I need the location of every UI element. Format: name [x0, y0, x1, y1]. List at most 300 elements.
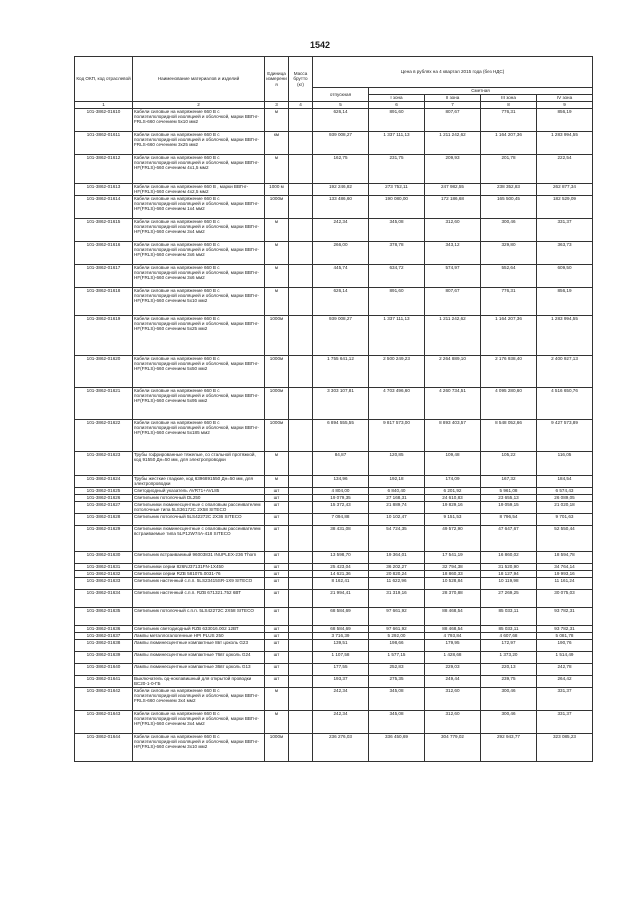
- price-zone2: 1 211 242,62: [425, 132, 481, 155]
- price-zone2: 10 528,84: [425, 578, 481, 590]
- price-zone4: 264,42: [537, 676, 593, 688]
- price-zone3: 5 961,08: [481, 488, 537, 495]
- price-zone2: 9 151,53: [425, 514, 481, 526]
- price-zone4: 4 516 650,76: [537, 388, 593, 420]
- item-mass: [289, 452, 313, 476]
- price-zone4: 1 283 994,55: [537, 316, 593, 356]
- price-zone3: 552,64: [481, 265, 537, 288]
- price-zone2: 49 572,90: [425, 526, 481, 552]
- item-mass: [289, 514, 313, 526]
- item-unit: 1000м: [265, 734, 289, 762]
- price-release: 626,14: [313, 288, 369, 316]
- table-row: [75, 356, 593, 388]
- price-zone3: 47 647,67: [481, 526, 537, 552]
- price-zone4: 5 081,78: [537, 633, 593, 640]
- price-release: 242,34: [313, 688, 369, 711]
- price-release: 13 598,70: [313, 552, 369, 564]
- price-release: 14 621,36: [313, 571, 369, 578]
- item-code: 101-3862-01639: [75, 652, 133, 664]
- price-zone2: 179,95: [425, 640, 481, 652]
- price-zone4: 9 427 573,89: [537, 420, 593, 452]
- item-mass: [289, 420, 313, 452]
- price-zone3: 1 373,20: [481, 652, 537, 664]
- table-row: [75, 196, 593, 219]
- price-zone2: 312,60: [425, 688, 481, 711]
- item-mass: [289, 388, 313, 420]
- price-zone2: 172 186,68: [425, 196, 481, 219]
- price-release: 242,34: [313, 711, 369, 734]
- item-code: 101-3862-01623: [75, 452, 133, 476]
- price-zone2: 2 264 889,10: [425, 356, 481, 388]
- table-row: [75, 578, 593, 590]
- item-code: 101-3862-01616: [75, 242, 133, 265]
- item-name: Лампы люминесцентные компактные 36вт цоколь G13: [133, 664, 265, 676]
- item-mass: [289, 571, 313, 578]
- table-row: [75, 219, 593, 242]
- price-zone2: 1 428,68: [425, 652, 481, 664]
- price-zone4: 856,19: [537, 109, 593, 132]
- header-name: Наименование материалов и изделий: [133, 57, 265, 102]
- item-unit: м: [265, 711, 289, 734]
- header-price-title: Цена в рублях на 4 квартал 2015 года (без НДС): [313, 57, 593, 88]
- table-row: [75, 476, 593, 488]
- item-name: Кабели силовые на напряжение 660 В с полиэтилхлоридной изоляцией и оболочкой, марки ВВГнг-HF(FRLS)-660 сечением 5х50 мм2: [133, 356, 265, 388]
- item-unit: шт: [265, 571, 289, 578]
- item-name: Трубы жесткие гладкие, код 6396891550 Дн=50 мм, для электропроводки: [133, 476, 265, 488]
- item-mass: [289, 633, 313, 640]
- item-code: 101-3862-01644: [75, 734, 133, 762]
- price-zone4: 222,54: [537, 155, 593, 184]
- item-unit: шт: [265, 633, 289, 640]
- col-number: 2: [133, 102, 265, 109]
- item-unit: шт: [265, 652, 289, 664]
- price-zone2: 574,97: [425, 265, 481, 288]
- price-zone4: 52 550,44: [537, 526, 593, 552]
- price-zone3: 165 500,45: [481, 196, 537, 219]
- item-mass: [289, 155, 313, 184]
- price-zone1: 2 500 249,23: [369, 356, 425, 388]
- price-zone1: 252,83: [369, 664, 425, 676]
- price-zone1: 9 817 573,00: [369, 420, 425, 452]
- item-mass: [289, 626, 313, 633]
- price-release: 21 994,41: [313, 590, 369, 608]
- price-zone4: 856,19: [537, 288, 593, 316]
- table-row: [75, 734, 593, 762]
- price-zone1: 19 364,01: [369, 552, 425, 564]
- item-mass: [289, 288, 313, 316]
- item-unit: шт: [265, 608, 289, 626]
- price-zone3: 300,46: [481, 219, 537, 242]
- item-code: 101-3862-01630: [75, 552, 133, 564]
- item-code: 101-3862-01642: [75, 688, 133, 711]
- item-unit: м: [265, 452, 289, 476]
- price-zone3: 292 943,77: [481, 734, 537, 762]
- header-release: отпускная: [313, 88, 369, 102]
- item-unit: м: [265, 109, 289, 132]
- price-zone1: 4 703 496,60: [369, 388, 425, 420]
- price-table: [74, 56, 593, 762]
- item-name: Кабели силовые на напряжение 660 В с полиэтилхлоридной изоляцией и оболочкой, марки ВВГнг-HF(FRLS)-660 сечением 3х10 мм2: [133, 734, 265, 762]
- item-name: Кабели силовые на напряжение 660 В , марки ВВГнг-HF(FRLS)-660 сечением 4х2,5 мм2: [133, 184, 265, 196]
- item-mass: [289, 688, 313, 711]
- price-zone4: 331,37: [537, 219, 593, 242]
- price-zone1: 27 168,31: [369, 495, 425, 502]
- header-unit: Единица измерения: [265, 57, 289, 102]
- item-unit: шт: [265, 514, 289, 526]
- price-zone1: 378,78: [369, 242, 425, 265]
- price-zone4: 1 283 994,55: [537, 132, 593, 155]
- item-code: 101-3862-01620: [75, 356, 133, 388]
- price-zone3: 238 352,83: [481, 184, 537, 196]
- price-zone2: 807,67: [425, 288, 481, 316]
- item-mass: [289, 652, 313, 664]
- item-code: 101-3862-01619: [75, 316, 133, 356]
- item-unit: м: [265, 265, 289, 288]
- item-name: Кабели силовые на напряжение 660 В с полиэтилхлоридной изоляцией и оболочкой, марки ВВГнг-HF(FRLS)-660 сечением 4х1,5 мм2: [133, 155, 265, 184]
- price-zone3: 201,78: [481, 155, 537, 184]
- item-name: Кабели силовые на напряжение 660 В с полиэтилхлоридной изоляцией и оболочкой, марки ВВГнг-FRLS-660 сечением 3х25 мм2: [133, 132, 265, 155]
- item-unit: 1000м: [265, 356, 289, 388]
- price-release: 192 246,82: [313, 184, 369, 196]
- item-code: 101-3862-01628: [75, 514, 133, 526]
- price-zone2: 18 860,33: [425, 571, 481, 578]
- price-zone2: 28 370,88: [425, 590, 481, 608]
- item-code: 101-3862-01618: [75, 288, 133, 316]
- item-name: Светильники серии RZB 581075.0031-76: [133, 571, 265, 578]
- price-zone2: 807,67: [425, 109, 481, 132]
- header-code: Код ОКП, код отраслевой: [75, 57, 133, 102]
- price-zone4: 262 877,34: [537, 184, 593, 196]
- price-zone2: 1 211 242,62: [425, 316, 481, 356]
- item-mass: [289, 488, 313, 495]
- item-unit: 1000м: [265, 388, 289, 420]
- item-code: 101-3862-01615: [75, 219, 133, 242]
- item-mass: [289, 608, 313, 626]
- price-release: 177,55: [313, 664, 369, 676]
- item-name: Кабели силовые на напряжение 660 В с полиэтилхлоридной изоляцией и оболочкой, марки ВВГнг-HF(FRLS)-660 сечением 3х6 мм2: [133, 265, 265, 288]
- price-zone2: 312,60: [425, 711, 481, 734]
- price-release: 6 894 555,55: [313, 420, 369, 452]
- item-code: 101-3862-01627: [75, 502, 133, 514]
- price-zone2: 8 893 403,57: [425, 420, 481, 452]
- price-zone1: 11 622,96: [369, 578, 425, 590]
- item-mass: [289, 564, 313, 571]
- item-unit: шт: [265, 578, 289, 590]
- price-zone1: 198,66: [369, 640, 425, 652]
- item-unit: 1000м: [265, 196, 289, 219]
- col-number: 9: [537, 102, 593, 109]
- table-row: [75, 552, 593, 564]
- price-release: 19 079,35: [313, 495, 369, 502]
- price-zone1: 345,08: [369, 219, 425, 242]
- price-zone3: 776,31: [481, 288, 537, 316]
- price-zone1: 1 577,15: [369, 652, 425, 664]
- item-mass: [289, 664, 313, 676]
- table-row: [75, 316, 593, 356]
- price-zone1: 345,08: [369, 711, 425, 734]
- header-zone2: II зона: [425, 95, 481, 102]
- table-row: [75, 184, 593, 196]
- item-unit: 1000м: [265, 316, 289, 356]
- header-estimate: Сметная: [369, 88, 593, 95]
- price-release: 25 423,04: [313, 564, 369, 571]
- price-zone4: 6 574,43: [537, 488, 593, 495]
- price-zone1: 10 102,47: [369, 514, 425, 526]
- table-row: [75, 590, 593, 608]
- price-release: 445,74: [313, 265, 369, 288]
- item-name: Лампы люминесцентные компактные 76вт цоколь G24: [133, 652, 265, 664]
- table-row: [75, 155, 593, 184]
- item-name: Выключатель од-ноклавишный для открытой проводки ВС20-1-0-ГБ: [133, 676, 265, 688]
- item-unit: км: [265, 132, 289, 155]
- price-zone4: 2 400 927,13: [537, 356, 593, 388]
- price-zone2: 32 794,38: [425, 564, 481, 571]
- item-name: Кабели силовые на напряжение 660 В с полиэтилхлоридной изоляцией и оболочкой, марки ВВГнг-HF(FRLS)-660 сечением 5х25 мм2: [133, 316, 265, 356]
- price-zone4: 323 085,23: [537, 734, 593, 762]
- item-name: Кабели силовые на напряжение 660 В с полиэтилхлоридной изоляцией и оболочкой, марки ВВГнг-HF(FRLS)-660 сечением 5х95 мм2: [133, 388, 265, 420]
- item-name: Кабели силовые на напряжение 660 В с полиэтилхлоридной изоляцией и оболочкой, марки ВВГнг-HF(FRLS)-660 сечением 3х6 мм2: [133, 242, 265, 265]
- price-zone4: 26 089,05: [537, 495, 593, 502]
- price-zone1: 20 820,24: [369, 571, 425, 578]
- price-zone4: 363,73: [537, 242, 593, 265]
- price-zone1: 891,60: [369, 109, 425, 132]
- price-zone1: 97 661,92: [369, 626, 425, 633]
- price-zone2: 88 468,54: [425, 626, 481, 633]
- price-zone3: 300,46: [481, 688, 537, 711]
- item-unit: м: [265, 219, 289, 242]
- header-zone4: IV зона: [537, 95, 593, 102]
- price-zone4: 19 993,16: [537, 571, 593, 578]
- item-mass: [289, 109, 313, 132]
- item-unit: м: [265, 476, 289, 488]
- price-zone1: 891,60: [369, 288, 425, 316]
- table-row: [75, 640, 593, 652]
- price-zone3: 8 796,54: [481, 514, 537, 526]
- price-zone4: 182 529,09: [537, 196, 593, 219]
- price-release: 193,37: [313, 676, 369, 688]
- item-unit: шт: [265, 552, 289, 564]
- item-mass: [289, 184, 313, 196]
- price-zone3: 4 607,68: [481, 633, 537, 640]
- item-mass: [289, 242, 313, 265]
- item-name: Кабели силовые на напряжение 660 В с полиэтилхлоридной изоляцией и оболочкой, марки ВВГнг-HF(FRLS)-660 сечением 1х4 мм2: [133, 196, 265, 219]
- item-unit: м: [265, 288, 289, 316]
- table-row: [75, 514, 593, 526]
- item-name: Светильники серии 826NJ37131FN-1Х450: [133, 564, 265, 571]
- price-zone4: 116,05: [537, 452, 593, 476]
- price-zone1: 31 319,16: [369, 590, 425, 608]
- item-mass: [289, 356, 313, 388]
- table-row: [75, 288, 593, 316]
- item-mass: [289, 578, 313, 590]
- item-code: 101-3862-01632: [75, 571, 133, 578]
- header-zone3: III зона: [481, 95, 537, 102]
- item-code: 101-3862-01641: [75, 676, 133, 688]
- price-zone3: 85 033,11: [481, 626, 537, 633]
- price-zone1: 336 450,69: [369, 734, 425, 762]
- price-release: 4 804,00: [313, 488, 369, 495]
- price-zone2: 24 610,83: [425, 495, 481, 502]
- table-row: [75, 109, 593, 132]
- item-code: 101-3862-01621: [75, 388, 133, 420]
- price-zone2: 109,48: [425, 452, 481, 476]
- table-row: [75, 676, 593, 688]
- table-row: [75, 265, 593, 288]
- price-zone4: 1 514,49: [537, 652, 593, 664]
- item-mass: [289, 734, 313, 762]
- price-release: 133 486,60: [313, 196, 369, 219]
- price-zone4: 609,50: [537, 265, 593, 288]
- price-zone4: 93 782,31: [537, 626, 593, 633]
- price-zone4: 331,37: [537, 711, 593, 734]
- item-code: 101-3862-01613: [75, 184, 133, 196]
- table-row: [75, 571, 593, 578]
- price-zone2: 174,09: [425, 476, 481, 488]
- item-name: Лампы люминесцентные компактные 8вт цоколь G23: [133, 640, 265, 652]
- price-zone3: 105,22: [481, 452, 537, 476]
- price-zone1: 54 724,35: [369, 526, 425, 552]
- price-zone2: 312,60: [425, 219, 481, 242]
- price-release: 3 303 107,81: [313, 388, 369, 420]
- price-zone2: 4 260 734,51: [425, 388, 481, 420]
- price-zone3: 1 164 207,36: [481, 316, 537, 356]
- col-number: 1: [75, 102, 133, 109]
- table-row: [75, 564, 593, 571]
- table-row: [75, 633, 593, 640]
- price-release: 242,34: [313, 219, 369, 242]
- price-release: 626,14: [313, 109, 369, 132]
- price-zone4: 34 764,14: [537, 564, 593, 571]
- price-zone1: 231,75: [369, 155, 425, 184]
- table-body: [75, 109, 593, 762]
- item-unit: шт: [265, 626, 289, 633]
- price-release: 1 755 641,12: [313, 356, 369, 388]
- price-zone3: 23 655,13: [481, 495, 537, 502]
- item-code: 101-3862-01614: [75, 196, 133, 219]
- col-number: 4: [289, 102, 313, 109]
- table-row: [75, 495, 593, 502]
- price-release: 266,00: [313, 242, 369, 265]
- item-name: Светильник настенный с.п.п. 5LS23415SR-1Х9 SITECO: [133, 578, 265, 590]
- table-row: [75, 388, 593, 420]
- price-zone4: 18 594,78: [537, 552, 593, 564]
- price-zone3: 10 119,98: [481, 578, 537, 590]
- item-mass: [289, 316, 313, 356]
- table-row: [75, 452, 593, 476]
- col-number: 3: [265, 102, 289, 109]
- price-zone1: 5 292,00: [369, 633, 425, 640]
- col-number: 8: [481, 102, 537, 109]
- price-zone2: 88 468,54: [425, 608, 481, 626]
- price-zone3: 2 176 938,40: [481, 356, 537, 388]
- table-row: [75, 132, 593, 155]
- item-unit: м: [265, 155, 289, 184]
- item-unit: шт: [265, 564, 289, 571]
- price-zone4: 93 782,31: [537, 608, 593, 626]
- item-mass: [289, 219, 313, 242]
- price-release: 134,96: [313, 476, 369, 488]
- item-code: 101-3862-01625: [75, 488, 133, 495]
- table-row: [75, 711, 593, 734]
- price-zone4: 331,37: [537, 688, 593, 711]
- price-zone1: 120,85: [369, 452, 425, 476]
- item-name: Светильник потолочный DL250: [133, 495, 265, 502]
- item-code: 101-3862-01635: [75, 608, 133, 626]
- item-unit: шт: [265, 676, 289, 688]
- price-zone1: 190 080,00: [369, 196, 425, 219]
- price-zone1: 634,72: [369, 265, 425, 288]
- price-zone3: 16 860,02: [481, 552, 537, 564]
- price-release: 139,51: [313, 640, 369, 652]
- price-zone4: 242,78: [537, 664, 593, 676]
- table-row: [75, 420, 593, 452]
- item-unit: м: [265, 688, 289, 711]
- item-name: Трубы гофрированные тяжелые, со стальной протяжкой, код 91550 Дн=50 мм, для электропроводки: [133, 452, 265, 476]
- item-code: 101-3862-01626: [75, 495, 133, 502]
- price-zone4: 9 701,63: [537, 514, 593, 526]
- price-release: 7 094,88: [313, 514, 369, 526]
- price-release: 8 162,41: [313, 578, 369, 590]
- price-zone1: 192,18: [369, 476, 425, 488]
- price-zone1: 6 840,40: [369, 488, 425, 495]
- item-name: Кабели силовые на напряжение 660 В с полиэтилхлоридной изоляцией и оболочкой, марки ВВГнг-HF(FRLS)-660 сечением 5х185 мм2: [133, 420, 265, 452]
- price-zone2: 247 982,55: [425, 184, 481, 196]
- item-code: 101-3862-01634: [75, 590, 133, 608]
- price-zone3: 776,31: [481, 109, 537, 132]
- item-unit: м: [265, 242, 289, 265]
- price-release: 68 584,69: [313, 608, 369, 626]
- item-name: Светильник потолочный с.п.п. 5LS42272C 2Х58 SITECO: [133, 608, 265, 626]
- item-unit: шт: [265, 526, 289, 552]
- item-mass: [289, 132, 313, 155]
- price-zone3: 85 033,11: [481, 608, 537, 626]
- price-zone2: 6 201,92: [425, 488, 481, 495]
- price-zone3: 8 548 052,66: [481, 420, 537, 452]
- price-zone3: 19 059,15: [481, 502, 537, 514]
- table-row: [75, 652, 593, 664]
- price-zone2: 304 779,02: [425, 734, 481, 762]
- price-release: 939 008,27: [313, 316, 369, 356]
- price-release: 3 716,39: [313, 633, 369, 640]
- item-mass: [289, 502, 313, 514]
- price-zone3: 300,46: [481, 711, 537, 734]
- item-unit: шт: [265, 590, 289, 608]
- table-row: [75, 688, 593, 711]
- price-release: 15 372,43: [313, 502, 369, 514]
- item-name: Кабели силовые на напряжение 660 В с полиэтилхлоридной изоляцией и оболочкой, марки ВВГнг-FRLS-660 сечением 3х4 мм2: [133, 688, 265, 711]
- price-zone1: 97 661,92: [369, 608, 425, 626]
- price-zone3: 4 095 280,60: [481, 388, 537, 420]
- item-unit: 1000 м: [265, 184, 289, 196]
- price-zone1: 273 752,11: [369, 184, 425, 196]
- price-zone2: 209,93: [425, 155, 481, 184]
- price-zone1: 275,35: [369, 676, 425, 688]
- price-release: 236 276,03: [313, 734, 369, 762]
- price-zone2: 249,44: [425, 676, 481, 688]
- item-name: Светильники люминесцентные с опаловым рассеивателем потолочные типа 5LS36172C 2Х58 SITECO: [133, 502, 265, 514]
- table-row: [75, 526, 593, 552]
- item-name: Светильник светодиодный RZB 633016.002 12ВТ: [133, 626, 265, 633]
- item-unit: шт: [265, 488, 289, 495]
- item-unit: шт: [265, 502, 289, 514]
- page-number: 1542: [309, 40, 331, 50]
- price-zone1: 1 337 111,13: [369, 316, 425, 356]
- header-zone1: I зона: [369, 95, 425, 102]
- item-code: 101-3862-01629: [75, 526, 133, 552]
- price-release: 939 008,27: [313, 132, 369, 155]
- price-release: 38 431,08: [313, 526, 369, 552]
- item-name: Кабели силовые на напряжение 660 В с полиэтилхлоридной изоляцией и оболочкой, марки ВВГнг-FRLS-660 сечением 5х10 мм2: [133, 109, 265, 132]
